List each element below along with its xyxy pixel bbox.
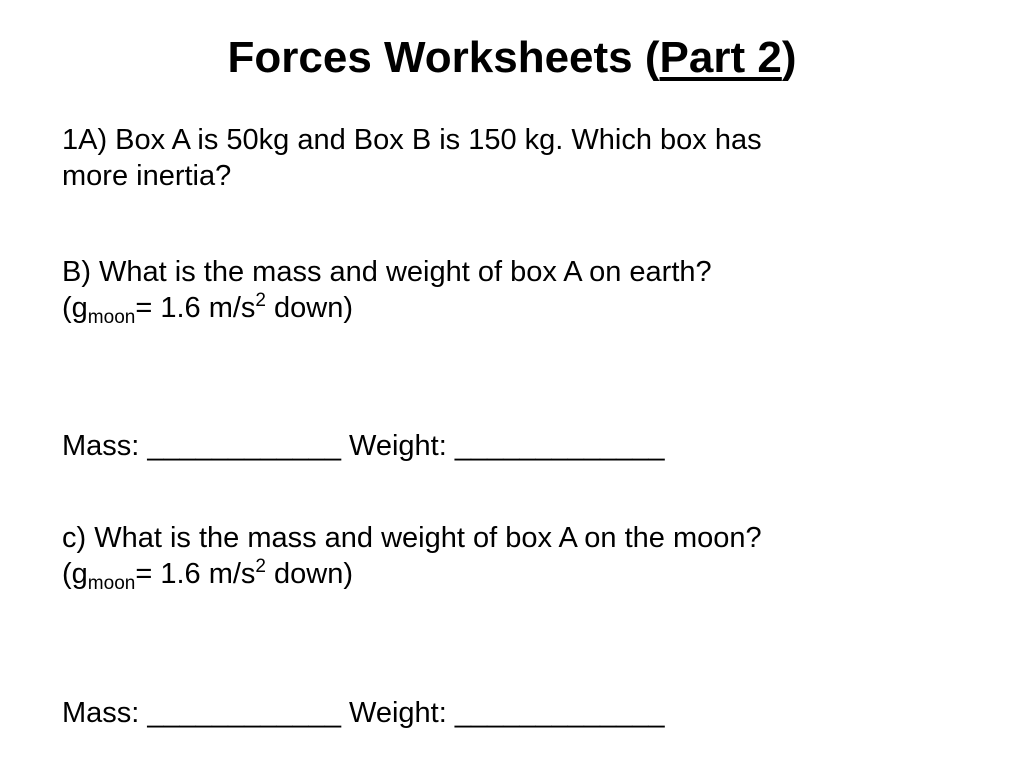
mass-weight-blanks-moon: Mass: ____________ Weight: _____________: [62, 697, 665, 729]
question-1a-line-2: more inertia?: [62, 160, 232, 192]
gravity-exponent: 2: [255, 290, 266, 311]
title-suffix: ): [781, 33, 797, 82]
question-c: [62, 520, 962, 592]
question-b-line-1: B) What is the mass and weight of box A on earth?: [62, 256, 712, 288]
title-prefix: Forces Worksheets (: [227, 33, 660, 82]
answer-blanks-moon: [62, 695, 962, 731]
gravity-direction: down): [265, 292, 354, 324]
answer-blanks-earth: [62, 428, 962, 464]
mass-weight-blanks-earth: Mass: ____________ Weight: _____________: [62, 430, 665, 462]
gravity-subscript: moon: [87, 307, 136, 328]
page-title: [0, 30, 1024, 86]
question-1a: [62, 122, 962, 194]
question-b: [62, 254, 962, 326]
gravity-value: = 1.6 m/s: [135, 292, 256, 324]
gravity-direction: down): [265, 558, 354, 590]
question-b-gravity-note: [62, 290, 962, 326]
gravity-open: (g: [62, 558, 88, 590]
gravity-open: (g: [62, 292, 88, 324]
gravity-value: = 1.6 m/s: [135, 558, 256, 590]
title-part-label: Part 2: [659, 33, 782, 82]
question-c-gravity-note: [62, 556, 962, 592]
gravity-subscript: moon: [87, 573, 136, 594]
question-c-line-1: c) What is the mass and weight of box A on the moon?: [62, 522, 762, 554]
question-1a-line-1: 1A) Box A is 50kg and Box B is 150 kg. Which box has: [62, 124, 762, 156]
gravity-exponent: 2: [255, 556, 266, 577]
